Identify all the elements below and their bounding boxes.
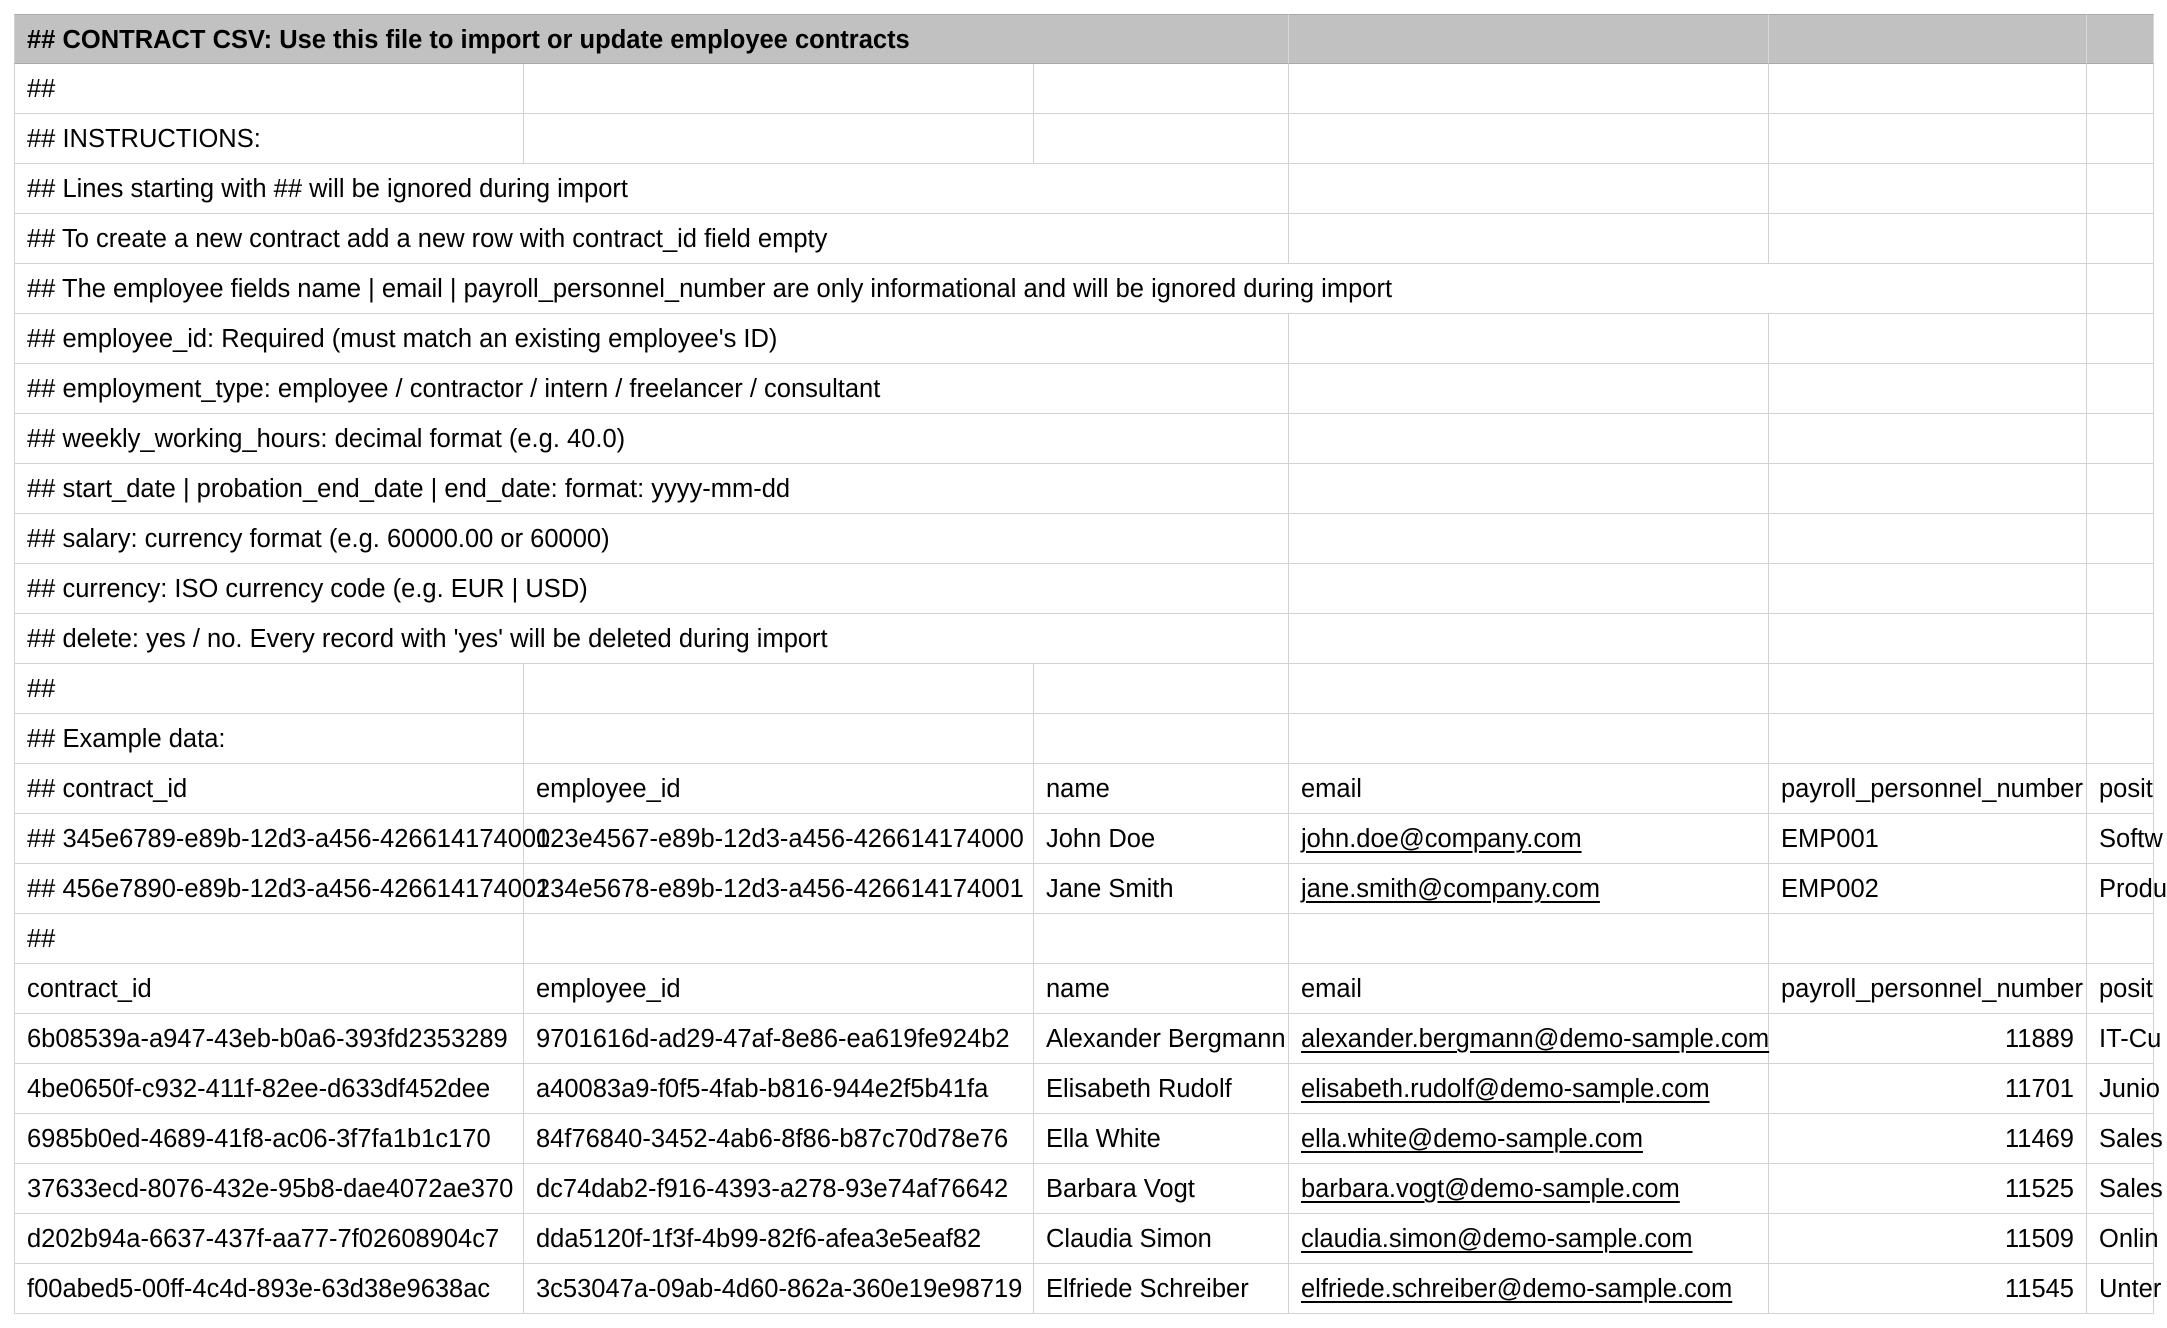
example-header-row — [14, 764, 2154, 814]
empty-cell[interactable] — [1289, 414, 1769, 464]
column-header[interactable]: posit — [2087, 964, 2154, 1014]
empty-cell[interactable] — [1289, 564, 1769, 614]
instruction-row — [14, 414, 2154, 464]
email-cell[interactable] — [1289, 1164, 1769, 1214]
name-cell[interactable]: Elfriede Schreiber — [1034, 1264, 1289, 1314]
instruction-row — [14, 114, 2154, 164]
payroll-number-cell[interactable]: 11889 — [1769, 1014, 2087, 1064]
instruction-row — [14, 64, 2154, 114]
empty-cell[interactable] — [2087, 264, 2154, 314]
empty-cell[interactable] — [2087, 714, 2154, 764]
empty-cell[interactable] — [1034, 414, 1289, 464]
email-cell[interactable] — [1289, 1064, 1769, 1114]
instruction-row — [14, 364, 2154, 414]
email-link[interactable]: alexander.bergmann@demo-sample.com — [1301, 1025, 1770, 1053]
email-link[interactable]: elfriede.schreiber@demo-sample.com — [1301, 1275, 1733, 1303]
empty-cell[interactable] — [1289, 164, 1769, 214]
email-cell[interactable] — [1289, 814, 1769, 864]
contract-id-cell[interactable]: 6985b0ed-4689-41f8-ac06-3f7fa1b1c170 — [14, 1114, 524, 1164]
column-header[interactable]: name — [1034, 764, 1289, 814]
employee-id-cell[interactable]: 234e5678-e89b-12d3-a456-426614174001 — [524, 864, 1034, 914]
empty-cell[interactable] — [2087, 564, 2154, 614]
example-row — [14, 864, 2167, 914]
empty-cell[interactable] — [1034, 664, 1289, 714]
column-header[interactable]: posit — [2087, 764, 2154, 814]
column-header[interactable]: employee_id — [524, 964, 1034, 1014]
instruction-row — [14, 664, 2154, 714]
instruction-text[interactable]: ## The employee fields name | email | payroll_personnel_number are only informational and will be ignored during import — [14, 264, 1769, 314]
sheet-title[interactable]: ## CONTRACT CSV: Use this file to import or update employee contracts — [14, 14, 1034, 64]
email-link[interactable]: jane.smith@company.com — [1301, 875, 1600, 903]
email-cell[interactable] — [1289, 1214, 1769, 1264]
instruction-text[interactable]: ## Example data: — [14, 714, 524, 764]
contract-id-cell[interactable]: ## 456e7890-e89b-12d3-a456-426614174001 — [14, 864, 524, 914]
employee-id-cell[interactable]: a40083a9-f0f5-4fab-b816-944e2f5b41fa — [524, 1064, 1034, 1114]
contract-id-cell[interactable]: 4be0650f-c932-411f-82ee-d633df452dee — [14, 1064, 524, 1114]
empty-cell[interactable] — [1769, 414, 2087, 464]
contract-id-cell[interactable]: d202b94a-6637-437f-aa77-7f02608904c7 — [14, 1214, 524, 1264]
payroll-number-cell[interactable]: 11701 — [1769, 1064, 2087, 1114]
empty-cell[interactable] — [1289, 364, 1769, 414]
example-row — [14, 814, 2163, 864]
position-cell[interactable]: Produ — [2087, 864, 2154, 914]
empty-cell[interactable] — [524, 114, 1034, 164]
position-cell[interactable]: Unter — [2087, 1264, 2154, 1314]
empty-cell[interactable] — [2087, 464, 2154, 514]
empty-cell[interactable] — [1769, 714, 2087, 764]
instruction-text[interactable]: ## Lines starting with ## will be ignored during import — [14, 164, 1034, 214]
table-row — [14, 1114, 2163, 1164]
empty-cell[interactable] — [1289, 714, 1769, 764]
payroll-number-cell[interactable]: EMP001 — [1769, 814, 2087, 864]
employee-id-cell[interactable]: 9701616d-ad29-47af-8e86-ea619fe924b2 — [524, 1014, 1034, 1064]
empty-cell[interactable] — [2087, 514, 2154, 564]
empty-cell[interactable] — [1034, 464, 1289, 514]
empty-cell[interactable] — [1769, 214, 2087, 264]
position-cell[interactable]: Softw — [2087, 814, 2154, 864]
position-cell[interactable]: Onlin — [2087, 1214, 2154, 1264]
employee-id-cell[interactable]: 84f76840-3452-4ab6-8f86-b87c70d78e76 — [524, 1114, 1034, 1164]
empty-cell[interactable] — [2087, 414, 2154, 464]
empty-cell[interactable] — [2087, 364, 2154, 414]
instruction-text[interactable]: ## To create a new contract add a new row with contract_id field empty — [14, 214, 1034, 264]
empty-cell[interactable] — [1769, 614, 2087, 664]
separator-row — [14, 914, 2154, 964]
empty-cell[interactable] — [1289, 214, 1769, 264]
instruction-text[interactable]: ## — [14, 664, 524, 714]
name-cell[interactable]: Alexander Bergmann — [1034, 1014, 1289, 1064]
name-cell[interactable]: Barbara Vogt — [1034, 1164, 1289, 1214]
instruction-text[interactable]: ## INSTRUCTIONS: — [14, 114, 524, 164]
empty-cell[interactable] — [1769, 64, 2087, 114]
email-link[interactable]: ella.white@demo-sample.com — [1301, 1125, 1643, 1153]
position-cell[interactable]: IT-Cu — [2087, 1014, 2154, 1064]
empty-cell[interactable] — [1289, 464, 1769, 514]
instruction-row — [14, 464, 2154, 514]
instruction-text[interactable]: ## start_date | probation_end_date | end_date: format: yyyy-mm-dd — [14, 464, 1034, 514]
instruction-text[interactable]: ## employment_type: employee / contractor / intern / freelancer / consultant — [14, 364, 1034, 414]
instruction-row — [14, 314, 2154, 364]
position-cell[interactable]: Sales — [2087, 1114, 2154, 1164]
empty-cell[interactable] — [1289, 64, 1769, 114]
empty-cell[interactable] — [1289, 614, 1769, 664]
empty-cell[interactable] — [1034, 514, 1289, 564]
empty-cell[interactable] — [1034, 214, 1289, 264]
email-cell[interactable] — [1289, 864, 1769, 914]
table-row — [14, 1014, 2162, 1064]
table-row — [14, 1064, 2160, 1114]
name-cell[interactable]: Ella White — [1034, 1114, 1289, 1164]
empty-cell[interactable] — [1769, 114, 2087, 164]
contract-id-cell[interactable]: ## 345e6789-e89b-12d3-a456-426614174000 — [14, 814, 524, 864]
table-row — [14, 1214, 2159, 1264]
comment-cell[interactable]: ## — [14, 914, 524, 964]
employee-id-cell[interactable]: 3c53047a-09ab-4d60-862a-360e19e98719 — [524, 1264, 1034, 1314]
column-header[interactable]: payroll_personnel_number — [1769, 764, 2087, 814]
column-header[interactable]: employee_id — [524, 764, 1034, 814]
column-header[interactable]: ## contract_id — [14, 764, 524, 814]
employee-id-cell[interactable]: dc74dab2-f916-4393-a278-93e74af76642 — [524, 1164, 1034, 1214]
empty-cell[interactable] — [1034, 714, 1289, 764]
empty-cell[interactable] — [1769, 264, 2087, 314]
empty-cell[interactable] — [1034, 314, 1289, 364]
employee-id-cell[interactable]: dda5120f-1f3f-4b99-82f6-afea3e5eaf82 — [524, 1214, 1034, 1264]
instruction-row — [14, 564, 2154, 614]
contract-id-cell[interactable]: 37633ecd-8076-432e-95b8-dae4072ae370 — [14, 1164, 524, 1214]
instruction-text[interactable]: ## employee_id: Required (must match an existing employee's ID) — [14, 314, 1034, 364]
empty-cell[interactable] — [1769, 514, 2087, 564]
email-link[interactable]: claudia.simon@demo-sample.com — [1301, 1225, 1693, 1253]
data-header-row — [14, 964, 2154, 1014]
email-link[interactable]: elisabeth.rudolf@demo-sample.com — [1301, 1075, 1710, 1103]
payroll-number-cell[interactable]: 11525 — [1769, 1164, 2087, 1214]
empty-cell[interactable] — [1034, 64, 1289, 114]
instruction-row — [14, 164, 2154, 214]
empty-cell[interactable] — [2087, 64, 2154, 114]
instruction-text[interactable]: ## delete: yes / no. Every record with 'yes' will be deleted during import — [14, 614, 1034, 664]
empty-cell[interactable] — [1289, 664, 1769, 714]
empty-cell[interactable] — [1034, 364, 1289, 414]
empty-cell[interactable] — [1289, 14, 1769, 64]
payroll-number-cell[interactable]: 11469 — [1769, 1114, 2087, 1164]
instruction-row — [14, 614, 2154, 664]
empty-cell[interactable] — [1034, 564, 1289, 614]
email-cell[interactable] — [1289, 1014, 1769, 1064]
instruction-row — [14, 514, 2154, 564]
empty-cell[interactable] — [1769, 364, 2087, 414]
empty-cell[interactable] — [524, 64, 1034, 114]
empty-cell[interactable] — [1769, 14, 2087, 64]
email-link[interactable]: john.doe@company.com — [1301, 825, 1582, 853]
empty-cell[interactable] — [1769, 164, 2087, 214]
title-row — [14, 14, 2154, 64]
empty-cell[interactable] — [2087, 114, 2154, 164]
email-cell[interactable] — [1289, 1114, 1769, 1164]
empty-cell[interactable] — [1034, 114, 1289, 164]
empty-cell[interactable] — [1034, 164, 1289, 214]
column-header[interactable]: contract_id — [14, 964, 524, 1014]
empty-cell[interactable] — [1034, 14, 1289, 64]
contract-id-cell[interactable]: 6b08539a-a947-43eb-b0a6-393fd2353289 — [14, 1014, 524, 1064]
instruction-text[interactable]: ## currency: ISO currency code (e.g. EUR | USD) — [14, 564, 1034, 614]
empty-cell[interactable] — [524, 914, 1034, 964]
column-header[interactable]: email — [1289, 764, 1769, 814]
empty-cell[interactable] — [1289, 114, 1769, 164]
empty-cell[interactable] — [1769, 664, 2087, 714]
instruction-text[interactable]: ## weekly_working_hours: decimal format (e.g. 40.0) — [14, 414, 1034, 464]
empty-cell[interactable] — [1289, 914, 1769, 964]
empty-cell[interactable] — [1289, 514, 1769, 564]
name-cell[interactable]: Elisabeth Rudolf — [1034, 1064, 1289, 1114]
email-cell[interactable] — [1289, 1264, 1769, 1314]
name-cell[interactable]: Jane Smith — [1034, 864, 1289, 914]
contract-id-cell[interactable]: f00abed5-00ff-4c4d-893e-63d38e9638ac — [14, 1264, 524, 1314]
column-header[interactable]: email — [1289, 964, 1769, 1014]
instruction-row — [14, 214, 2154, 264]
empty-cell[interactable] — [2087, 314, 2154, 364]
empty-cell[interactable] — [2087, 214, 2154, 264]
empty-cell[interactable] — [1034, 914, 1289, 964]
payroll-number-cell[interactable]: 11545 — [1769, 1264, 2087, 1314]
name-cell[interactable]: Claudia Simon — [1034, 1214, 1289, 1264]
empty-cell[interactable] — [1769, 314, 2087, 364]
empty-cell[interactable] — [1769, 914, 2087, 964]
column-header[interactable]: name — [1034, 964, 1289, 1014]
empty-cell[interactable] — [524, 714, 1034, 764]
empty-cell[interactable] — [1769, 564, 2087, 614]
payroll-number-cell[interactable]: 11509 — [1769, 1214, 2087, 1264]
email-link[interactable]: barbara.vogt@demo-sample.com — [1301, 1175, 1680, 1203]
name-cell[interactable]: John Doe — [1034, 814, 1289, 864]
empty-cell[interactable] — [1769, 464, 2087, 514]
payroll-number-cell[interactable]: EMP002 — [1769, 864, 2087, 914]
empty-cell[interactable] — [2087, 164, 2154, 214]
position-cell[interactable]: Sales — [2087, 1164, 2154, 1214]
empty-cell[interactable] — [2087, 664, 2154, 714]
employee-id-cell[interactable]: 123e4567-e89b-12d3-a456-426614174000 — [524, 814, 1034, 864]
table-row — [14, 1164, 2163, 1214]
instruction-text[interactable]: ## — [14, 64, 524, 114]
empty-cell[interactable] — [2087, 914, 2154, 964]
table-row — [14, 1264, 2162, 1314]
instruction-row — [14, 264, 2154, 314]
empty-cell[interactable] — [1034, 614, 1289, 664]
empty-cell[interactable] — [2087, 14, 2154, 64]
column-header[interactable]: payroll_personnel_number — [1769, 964, 2087, 1014]
empty-cell[interactable] — [1289, 314, 1769, 364]
instruction-row — [14, 714, 2154, 764]
position-cell[interactable]: Junio — [2087, 1064, 2154, 1114]
empty-cell[interactable] — [2087, 614, 2154, 664]
instruction-text[interactable]: ## salary: currency format (e.g. 60000.00 or 60000) — [14, 514, 1034, 564]
empty-cell[interactable] — [524, 664, 1034, 714]
